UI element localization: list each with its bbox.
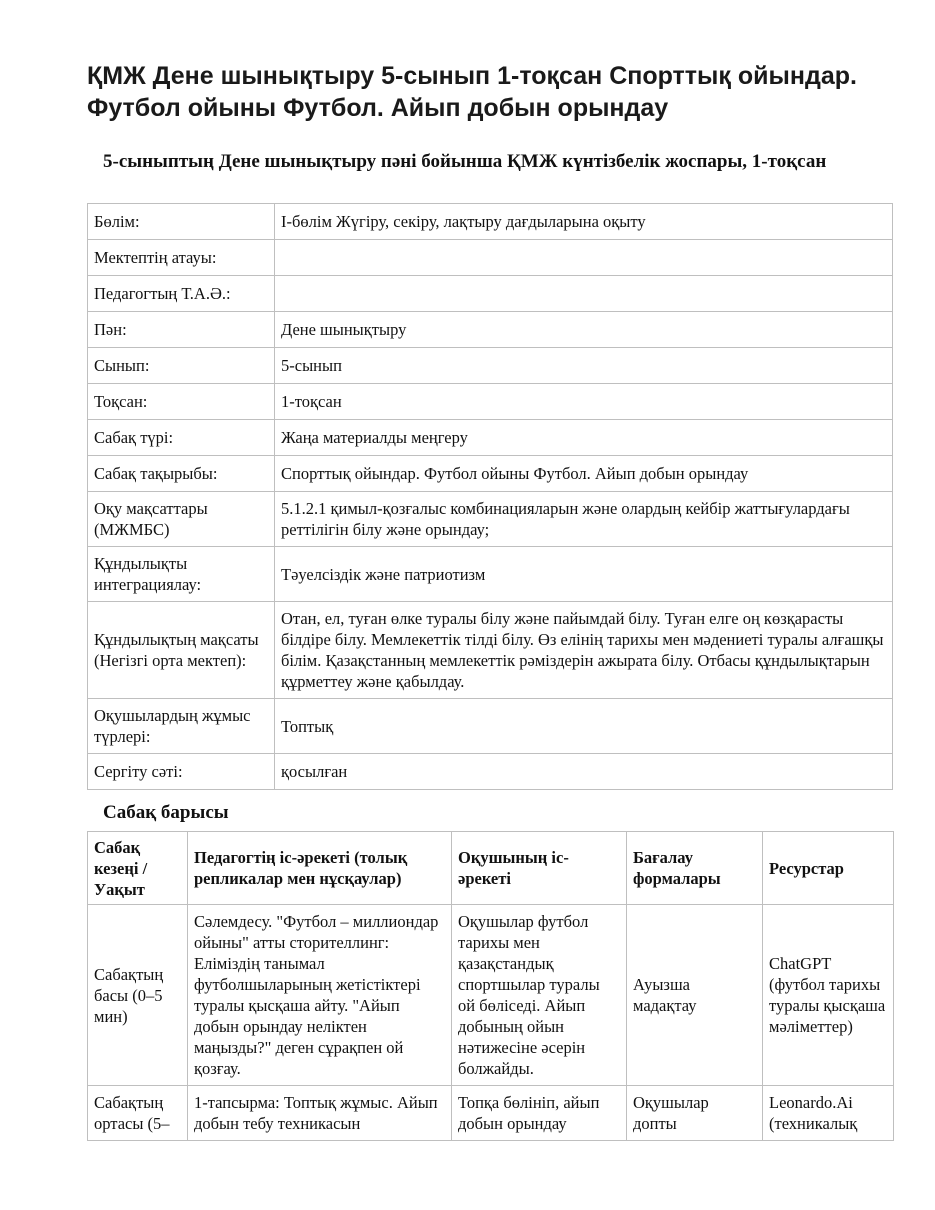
- info-row: [88, 384, 893, 420]
- info-row: [88, 312, 893, 348]
- info-value: [275, 240, 893, 276]
- info-row: [88, 699, 893, 754]
- info-value: 1-тоқсан: [275, 384, 893, 420]
- lesson-column-header: Педагогтің іс-әрекеті (толық репликалар мен нұсқаулар): [188, 832, 452, 905]
- lesson-header-row: [88, 832, 894, 905]
- lesson-cell-teacher: 1-тапсырма: Топтық жұмыс. Айып добын тебу техникасын: [188, 1086, 452, 1141]
- page-title: ҚМЖ Дене шынықтыру 5-сынып 1-тоқсан Спорттық ойындар. Футбол ойыны Футбол. Айып добын орындау: [87, 62, 857, 122]
- info-label: Мектептің атауы:: [88, 240, 275, 276]
- lesson-cell-resources: ChatGPT (футбол тарихы туралы қысқаша мәліметтер): [763, 905, 894, 1086]
- lesson-cell-assessment: Ауызша мадақтау: [627, 905, 763, 1086]
- info-label: Құндылықты интеграциялау:: [88, 547, 275, 602]
- info-label: Сынып:: [88, 348, 275, 384]
- lesson-table: [87, 831, 894, 1141]
- lesson-cell-stage: Сабақтың ортасы (5–: [88, 1086, 188, 1141]
- info-label: Сергіту сәті:: [88, 754, 275, 790]
- info-row: [88, 276, 893, 312]
- info-label: Оқу мақсаттары (МЖМБС): [88, 492, 275, 547]
- info-label: Бөлім:: [88, 204, 275, 240]
- info-value: Тәуелсіздік және патриотизм: [275, 547, 893, 602]
- lesson-row: [88, 905, 894, 1086]
- info-label: Тоқсан:: [88, 384, 275, 420]
- lesson-cell-resources: Leonardo.Ai (техникалық: [763, 1086, 894, 1141]
- info-row: [88, 602, 893, 699]
- lesson-column-header: Сабақ кезеңі / Уақыт: [88, 832, 188, 905]
- info-value: 5.1.2.1 қимыл-қозғалыс комбинацияларын және олардың кейбір жаттығулардағы реттілігін білу және орындау;: [275, 492, 893, 547]
- info-value: І-бөлім Жүгіру, секіру, лақтыру дағдыларына оқыту: [275, 204, 893, 240]
- info-row: [88, 240, 893, 276]
- plan-heading: 5-сыныптың Дене шынықтыру пәні бойынша ҚМЖ күнтізбелік жоспары, 1-тоқсан: [103, 151, 827, 172]
- info-row: [88, 420, 893, 456]
- info-row: [88, 492, 893, 547]
- lesson-cell-teacher: Сәлемдесу. "Футбол – миллиондар ойыны" атты сторителлинг: Еліміздің танымал футболшыларының жетістіктері туралы қысқаша айту. "Айып добын орындау неліктен маңызды?" деген сұрақпен ой қозғау.: [188, 905, 452, 1086]
- info-value: Спорттық ойындар. Футбол ойыны Футбол. Айып добын орындау: [275, 456, 893, 492]
- info-value: қосылған: [275, 754, 893, 790]
- info-row: [88, 348, 893, 384]
- info-value: Жаңа материалды меңгеру: [275, 420, 893, 456]
- info-label: Сабақ түрі:: [88, 420, 275, 456]
- lesson-row: [88, 1086, 894, 1141]
- info-table: [87, 203, 893, 790]
- lesson-heading: Сабақ барысы: [103, 802, 229, 823]
- info-row: [88, 547, 893, 602]
- info-row: [88, 456, 893, 492]
- info-value: 5-сынып: [275, 348, 893, 384]
- lesson-column-header: Бағалау формалары: [627, 832, 763, 905]
- info-label: Пән:: [88, 312, 275, 348]
- lesson-cell-student: Оқушылар футбол тарихы мен қазақстандық спортшылар туралы ой бөліседі. Айып добының ойын нәтижесіне әсерін болжайды.: [452, 905, 627, 1086]
- lesson-cell-assessment: Оқушылар допты: [627, 1086, 763, 1141]
- info-value: [275, 276, 893, 312]
- info-label: Педагогтың Т.А.Ә.:: [88, 276, 275, 312]
- info-value: Отан, ел, туған өлке туралы білу және пайымдай білу. Туған елге оң көзқарасты білдіре білу. Мемлекеттік тілді білу. Өз елінің тарихы мен мәдениеті туралы алғашқы білім. Қазақстанның мемлекеттік рәміздерін ажырата білу. Отбасы құндылықтарын құрметтеу және қабылдау.: [275, 602, 893, 699]
- info-value: Дене шынықтыру: [275, 312, 893, 348]
- info-row: [88, 204, 893, 240]
- info-row: [88, 754, 893, 790]
- lesson-column-header: Оқушының іс-әрекеті: [452, 832, 627, 905]
- lesson-column-header: Ресурстар: [763, 832, 894, 905]
- lesson-cell-stage: Сабақтың басы (0–5 мин): [88, 905, 188, 1086]
- lesson-cell-student: Топқа бөлініп, айып добын орындау: [452, 1086, 627, 1141]
- info-value: Топтық: [275, 699, 893, 754]
- info-label: Құндылықтың мақсаты (Негізгі орта мектеп):: [88, 602, 275, 699]
- info-label: Оқушылардың жұмыс түрлері:: [88, 699, 275, 754]
- info-label: Сабақ тақырыбы:: [88, 456, 275, 492]
